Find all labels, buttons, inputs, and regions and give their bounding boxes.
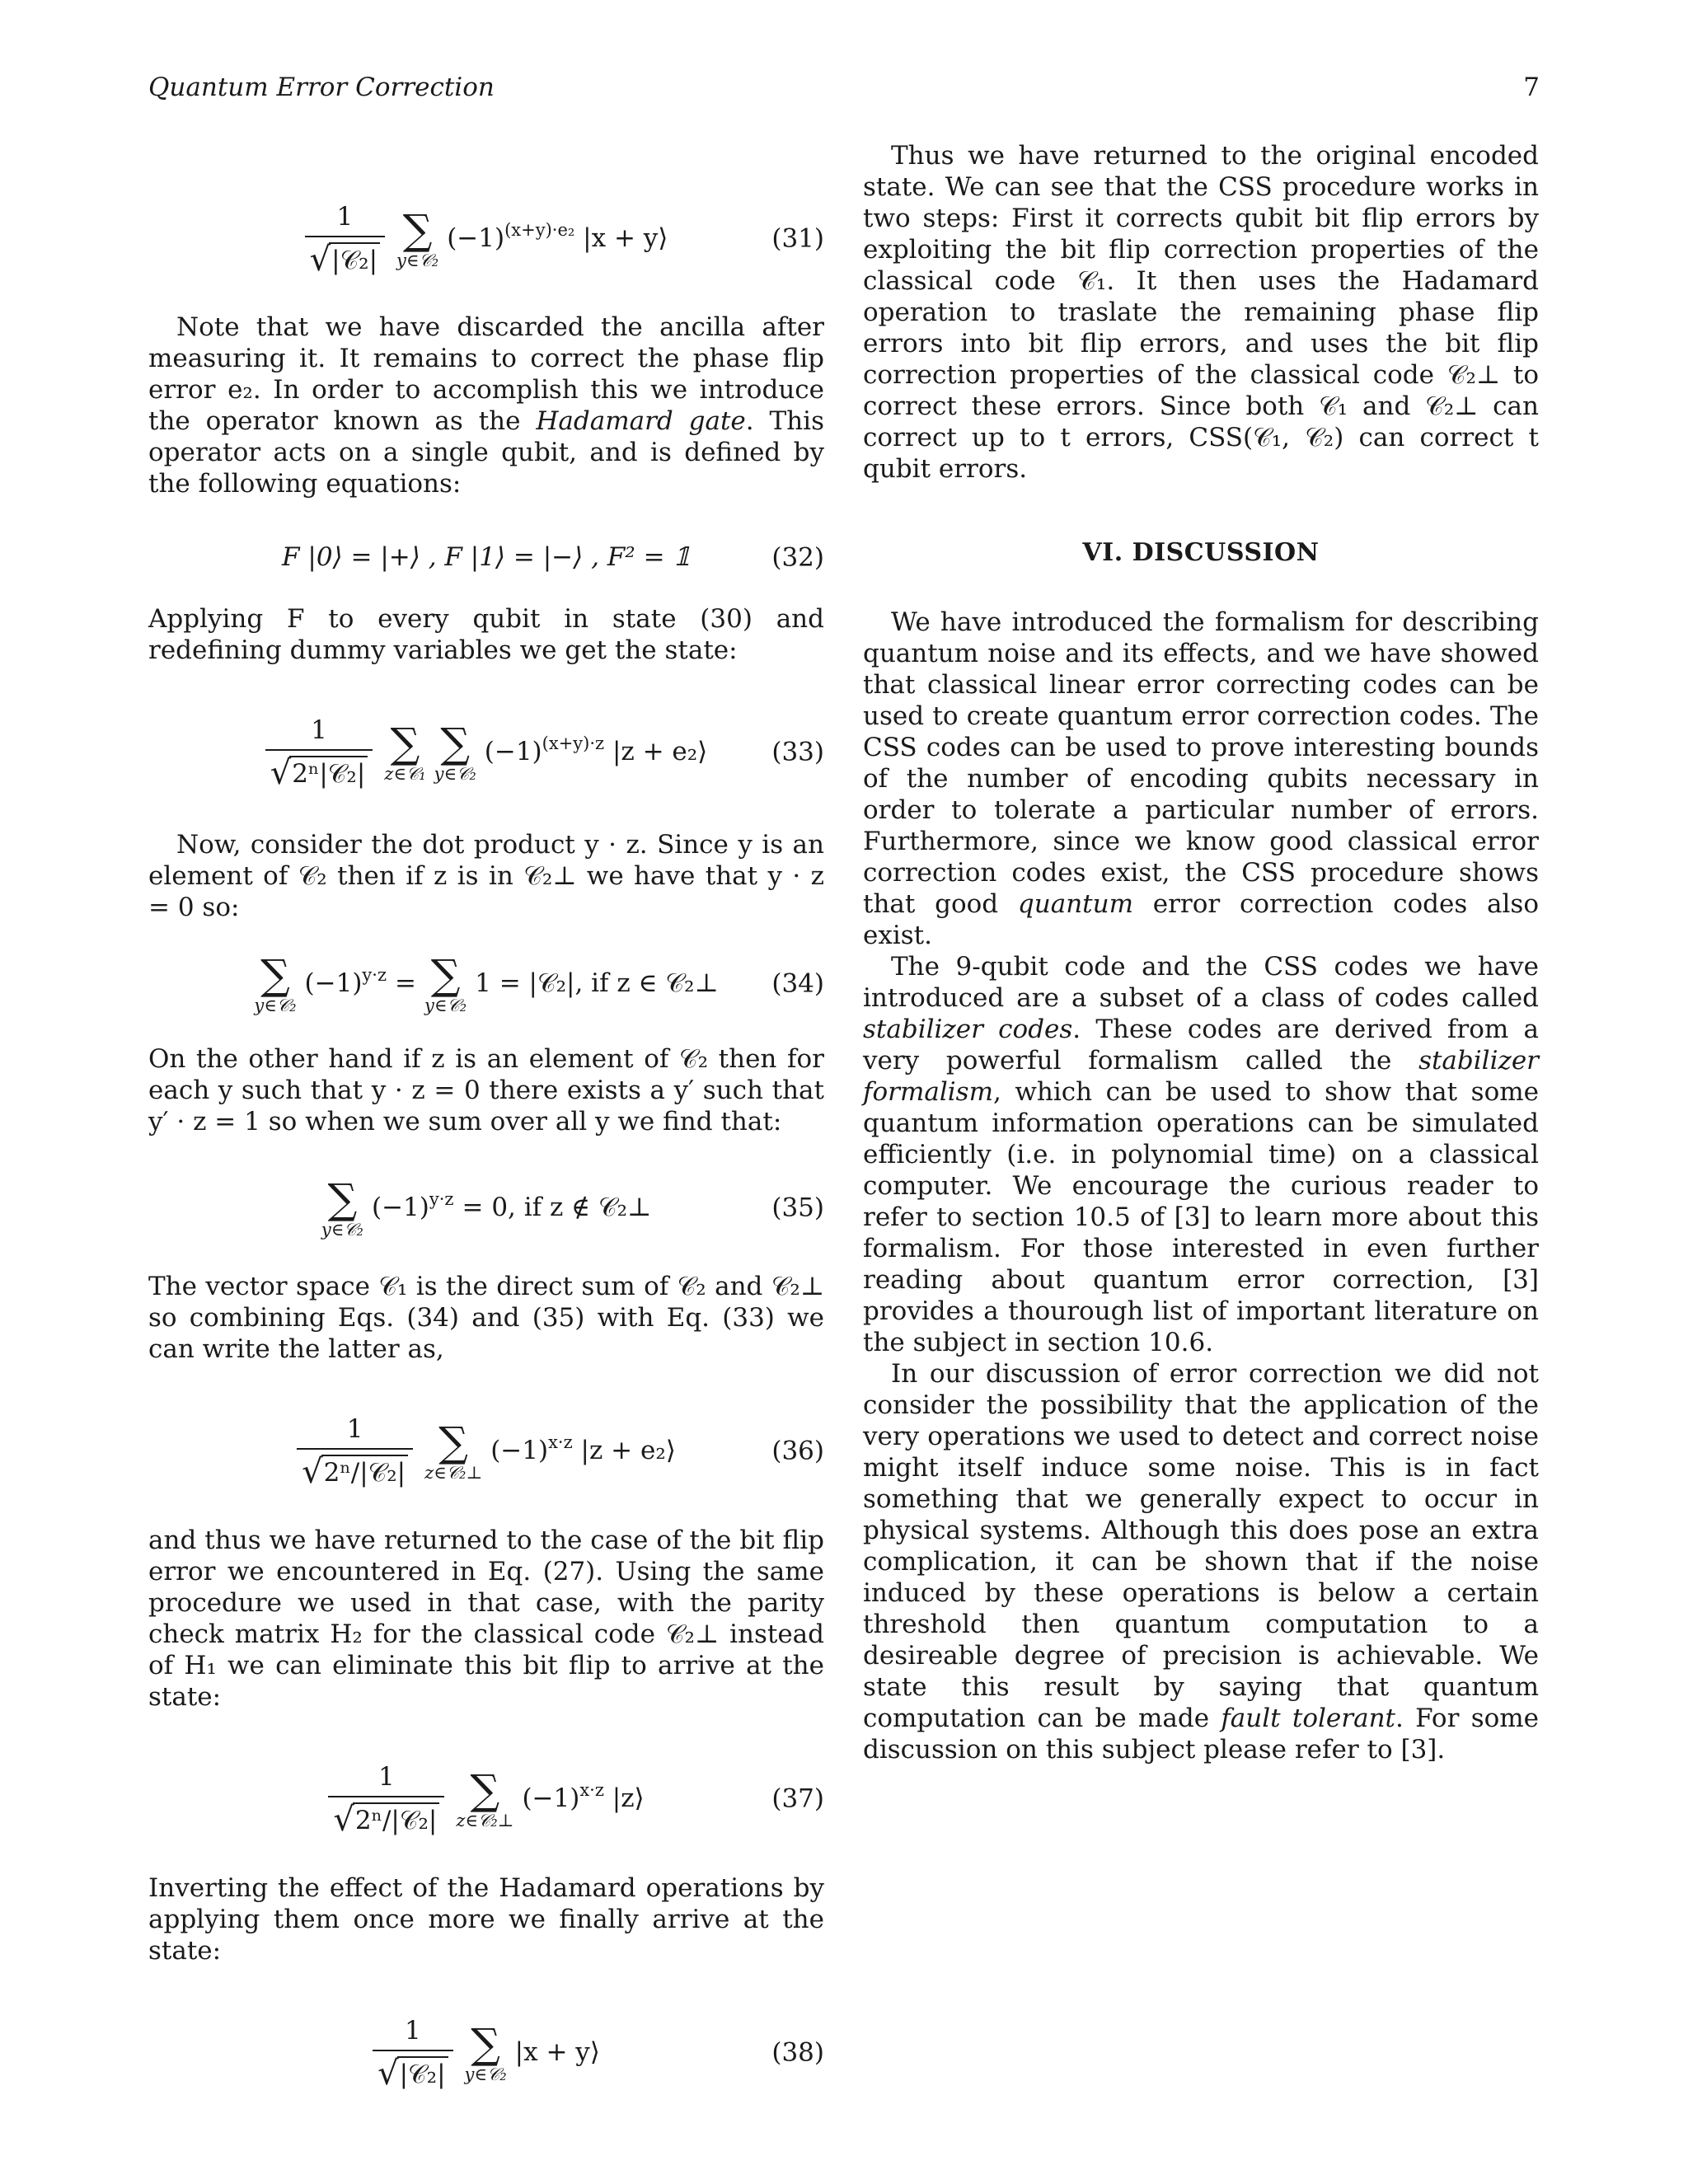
left-column (148, 140, 824, 2107)
paragraph: On the other hand if z is an element of 𝒞₂ then for each y such that y · z = 0 there exists a y′ such that y′ · z = 1 so when we sum over all y we find that: (148, 1044, 824, 1137)
page-number: 7 (1523, 73, 1540, 102)
equation-38: 1 √ |𝒞₂| ∑ y∈𝒞₂ |x + y⟩ (38) (148, 1999, 824, 2107)
paragraph: Inverting the effect of the Hadamard operations by applying them once more we finally arrive at the state: (148, 1873, 824, 1966)
paragraph: The vector space 𝒞₁ is the direct sum of 𝒞₂ and 𝒞₂⊥ so combining Eqs. (34) and (35) with Eq. (33) we can write the latter as, (148, 1272, 824, 1364)
equation-33: 1 √ 2ⁿ|𝒞₂| ∑ z∈𝒞₁ ∑ y∈𝒞₂ $(-1)^{(x+y)\cdot z}$ |z + e₂⟩ (33) (148, 699, 824, 806)
right-column (863, 140, 1539, 1765)
equation-number: (31) (771, 223, 824, 254)
summation: ∑ y∈𝒞₂ (396, 205, 439, 270)
equation-number: (37) (771, 1783, 824, 1814)
equation-number: (35) (771, 1193, 824, 1223)
equation-36: 1 √ 2ⁿ/|𝒞₂| ∑ z∈𝒞₂⊥ $(-1)^{x\cdot z}$ |z + e₂⟩ (36) (148, 1398, 824, 1505)
equation-number: (32) (771, 542, 824, 573)
summation: ∑ y∈𝒞₂ (434, 719, 476, 784)
paragraph: In our discussion of error correction we did not consider the possibility that the application of the very operations we used to detect and correct noise might itself induce some noise. This is in fact something that we generally expect to occur in physical systems. Although this does pose an extra complication, it can be shown that if the noise induced by these operations is below a certain threshold then quantum computation to a desireable degree of precision is achievable. We state this result by saying that quantum computation can be made fault tolerant. For some discussion on this subject please refer to [3]. (863, 1359, 1540, 1765)
fraction: 1 √ 2ⁿ|𝒞₂| (265, 715, 373, 790)
section-heading: VI. DISCUSSION (1082, 538, 1320, 567)
summation: ∑ y∈𝒞₂ (464, 2019, 507, 2084)
paragraph: We have introduced the formalism for describing quantum noise and its effects, and we have showed that classical linear error correcting codes can be used to create quantum error correction codes. The CSS codes can be used to prove interesting bounds of the number of encoding qubits necessary in order to tolerate a particular number of errors. Furthermore, since we know good classical error correction codes exist, the CSS procedure shows that good quantum error correction codes also exist. (863, 607, 1539, 950)
summation: ∑ z∈𝒞₂⊥ (424, 1418, 483, 1483)
equation-number: (33) (771, 737, 824, 767)
summation: ∑ y∈𝒞₂ (254, 950, 297, 1015)
equation-34: ∑ y∈𝒞₂ $(-1)^{y\cdot z}$ = ∑ y∈𝒞₂ 1 = |𝒞₂|, if z ∈ 𝒞₂⊥ (34) (254, 950, 824, 1015)
summation: ∑ z∈𝒞₁ (384, 719, 426, 784)
paragraph: The 9-qubit code and the CSS codes we have introduced are a subset of a class of codes called stabilizer codes. These codes are derived from a very powerful formalism called the stabilizer formalism, which can be used to show that some quantum information operations can be simulated efficiently (i.e. in polynomial time) on a classical computer. We encourage the curious reader to refer to section 10.5 of [3] to learn more about this formalism. For those interested in even further reading about quantum error correction, [3] provides a thourough list of important literature on the subject in section 10.6. (863, 952, 1539, 1357)
paragraph: and thus we have returned to the case of the bit flip error we encountered in Eq. (27). Using the same procedure we used in that case, with the parity check matrix H₂ for the classical code 𝒞₂⊥ instead of H₁ we can eliminate this bit flip to arrive at the state: (148, 1526, 824, 1712)
equation-37: 1 √ 2ⁿ/|𝒞₂| ∑ z∈𝒞₂⊥ $(-1)^{x\cdot z}$ |z⟩ (37) (148, 1746, 824, 1853)
paragraph: Thus we have returned to the original encoded state. We can see that the CSS procedure works in two steps: First it corrects qubit bit flip errors by exploiting the bit flip correction properties of the classical code 𝒞₁. It then uses the Hadamard operation to traslate the remaining phase flip errors into bit flip errors, and uses the bit flip correction properties of the classical code 𝒞₂⊥ to correct these errors. Since both 𝒞₁ and 𝒞₂⊥ can correct up to t errors, CSS(𝒞₁, 𝒞₂) can correct t qubit errors. (863, 141, 1539, 484)
running-header (148, 73, 1540, 109)
equation-31: 1 √ |𝒞₂| ∑ y∈𝒞₂ $(-1)^{(x+y)\cdot e_2}$ |x + y⟩ (31) (148, 190, 824, 288)
fraction: 1 √ |𝒞₂| (373, 2016, 452, 2090)
paragraph: Applying F to every qubit in state (30) and redefining dummy variables we get the state: (148, 604, 824, 665)
equation-number: (38) (771, 2037, 824, 2068)
equation-32: F |0⟩ = |+⟩ , F |1⟩ = |−⟩ , F² = 𝟙 (32) (282, 542, 824, 573)
fraction: 1 √ 2ⁿ/|𝒞₂| (297, 1414, 413, 1488)
paragraph: Now, consider the dot product y · z. Since y is an element of 𝒞₂ then if z is in 𝒞₂⊥ we have that y · z = 0 so: (148, 830, 824, 922)
equation-number: (34) (771, 968, 824, 999)
fraction: 1 √ 2ⁿ/|𝒞₂| (328, 1762, 444, 1836)
fraction: 1 √ |𝒞₂| (305, 202, 385, 276)
summation: ∑ z∈𝒞₂⊥ (456, 1765, 514, 1830)
equation-number: (36) (771, 1436, 824, 1466)
running-title: Quantum Error Correction (148, 73, 495, 102)
equation-35: ∑ y∈𝒞₂ $(-1)^{y\cdot z}$ = 0, if z ∉ 𝒞₂⊥ (35) (321, 1174, 824, 1240)
paragraph: Note that we have discarded the ancilla after measuring it. It remains to correct the phase flip error e₂. In order to accomplish this we introduce the operator known as the Hadamard gate. This operator acts on a single qubit, and is defined by the following equations: (148, 312, 824, 499)
summation: ∑ y∈𝒞₂ (321, 1174, 363, 1240)
summation: ∑ y∈𝒞₂ (424, 950, 467, 1015)
